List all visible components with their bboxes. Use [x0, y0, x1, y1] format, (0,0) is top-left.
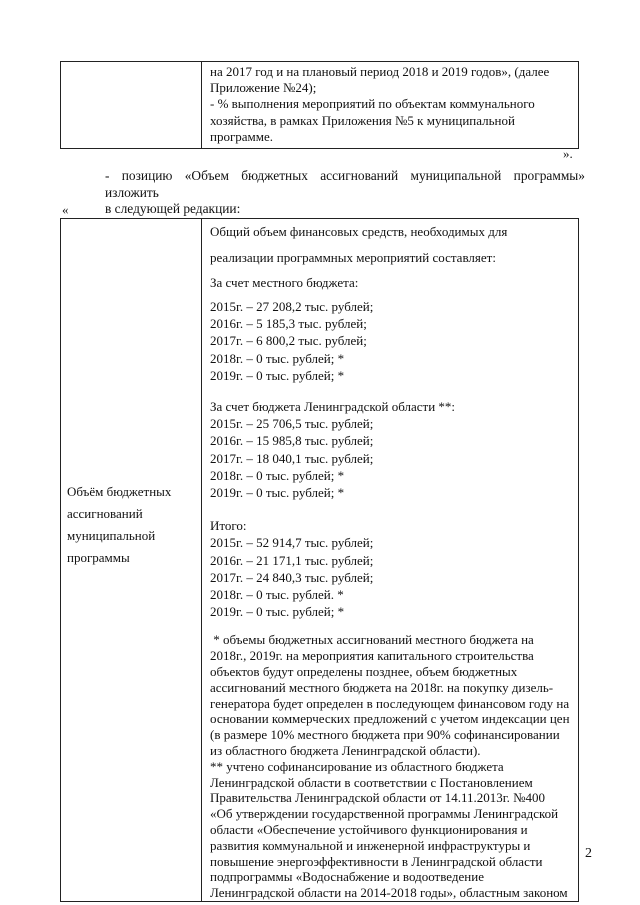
- regional-budget-title: За счет бюджета Ленинградской области **:: [210, 399, 456, 415]
- left-title-line: ассигнований: [67, 506, 143, 521]
- top-line: программе.: [210, 128, 274, 144]
- footnote-line: подпрограммы «Водоснабжение и водоотведение: [210, 869, 484, 885]
- top-table: [60, 61, 579, 149]
- total-budget-line: 2017г. – 24 840,3 тыс. рублей;: [210, 569, 374, 585]
- footnote-line: области «Обеспечение устойчивого функционирования и: [210, 822, 528, 838]
- local-budget-line: 2015г. – 27 208,2 тыс. рублей;: [210, 299, 374, 314]
- footnote-line: из областного бюджета Ленинградской области).: [210, 743, 481, 759]
- regional-budget-line: 2019г. – 0 тыс. рублей; *: [210, 485, 345, 501]
- top-line: Приложение №24);: [210, 80, 317, 96]
- local-budget-line: 2018г. – 0 тыс. рублей; *: [210, 350, 345, 366]
- opening-quote: «: [62, 202, 69, 217]
- regional-budget-line: 2018г. – 0 тыс. рублей; *: [210, 467, 345, 483]
- regional-budget-line: 2017г. – 18 040,1 тыс. рублей;: [210, 450, 374, 466]
- footnote-line: * объемы бюджетных ассигнований местного бюджета на: [210, 632, 534, 648]
- footnote-line: 2018г., 2019г. на мероприятия капитального строительства: [210, 648, 534, 664]
- budget-left-cell: [61, 219, 202, 902]
- footnote-line: генератора будет определен в последующем финансовом году на: [210, 695, 570, 711]
- regional-budget-line: 2016г. – 15 985,8 тыс. рублей;: [210, 433, 374, 449]
- total-budget-title: Итого:: [210, 518, 247, 534]
- footnote-line: Ленинградской области на 2014-2018 годы», областным законом: [210, 885, 568, 901]
- total-budget-line: 2015г. – 52 914,7 тыс. рублей;: [210, 535, 374, 551]
- total-budget-line: 2018г. – 0 тыс. рублей. *: [210, 587, 344, 603]
- footnote-line: (в размере 10% местного бюджета при 90% софинансировании: [210, 727, 560, 743]
- intro-line-2: в следующей редакции:: [105, 201, 241, 217]
- footnote-line: объектов будут определены позднее, объем бюджетных: [210, 664, 518, 680]
- left-title-line: муниципальной: [67, 528, 156, 543]
- top-line: хозяйства, в рамках Приложения №5 к муниципальной: [210, 112, 515, 128]
- footnote-line: основании коммерческих предложений с учетом индексации цен: [210, 711, 570, 727]
- closing-quote: ».: [563, 146, 573, 161]
- header-line: За счет местного бюджета:: [210, 275, 359, 290]
- top-line: на 2017 год и на плановый период 2018 и 2019 годов», (далее: [210, 64, 550, 79]
- left-title-line: программы: [67, 550, 130, 565]
- regional-budget-line: 2015г. – 25 706,5 тыс. рублей;: [210, 416, 374, 432]
- budget-right-cell: [202, 219, 579, 902]
- footnote-line: Правительства Ленинградской области от 14.11.2013г. №400: [210, 790, 546, 806]
- left-title-line: Объём бюджетных: [67, 484, 172, 499]
- header-line: Общий объем финансовых средств, необходимых для: [210, 224, 508, 239]
- local-budget-line: 2019г. – 0 тыс. рублей; *: [210, 367, 345, 383]
- top-table-right-cell: [202, 62, 579, 149]
- budget-row-title: [67, 481, 193, 569]
- footnote-line: повышение энергоэффективности в Ленинградской области: [210, 853, 543, 869]
- budget-table: [60, 218, 579, 902]
- header-line: реализации программных мероприятий составляет:: [210, 250, 496, 265]
- total-budget-line: 2019г. – 0 тыс. рублей; *: [210, 604, 345, 620]
- footnote-line: ассигнований местного бюджета на 2018г. на покупку дизель-: [210, 679, 554, 695]
- footnote-line: «Об утверждении государственной программы Ленинградской: [210, 806, 559, 822]
- intro-line-1: - позицию «Объем бюджетных ассигнований муниципальной программы» изложить: [105, 168, 585, 200]
- top-table-left-cell: [61, 62, 202, 149]
- footnote-line: Ленинградской области в соответствии с Постановлением: [210, 774, 533, 790]
- total-budget-line: 2016г. – 21 171,1 тыс. рублей;: [210, 552, 374, 568]
- intro-paragraph: [105, 168, 585, 218]
- top-line: - % выполнения мероприятий по объектам коммунального: [210, 96, 535, 112]
- local-budget-line: 2016г. – 5 185,3 тыс. рублей;: [210, 316, 367, 332]
- footnote-line: ** учтено софинансирование из областного бюджета: [210, 758, 504, 774]
- page-number: 2: [585, 846, 592, 861]
- local-budget-line: 2017г. – 6 800,2 тыс. рублей;: [210, 333, 367, 349]
- footnote-line: развития коммунальной и инженерной инфраструктуры и: [210, 837, 531, 853]
